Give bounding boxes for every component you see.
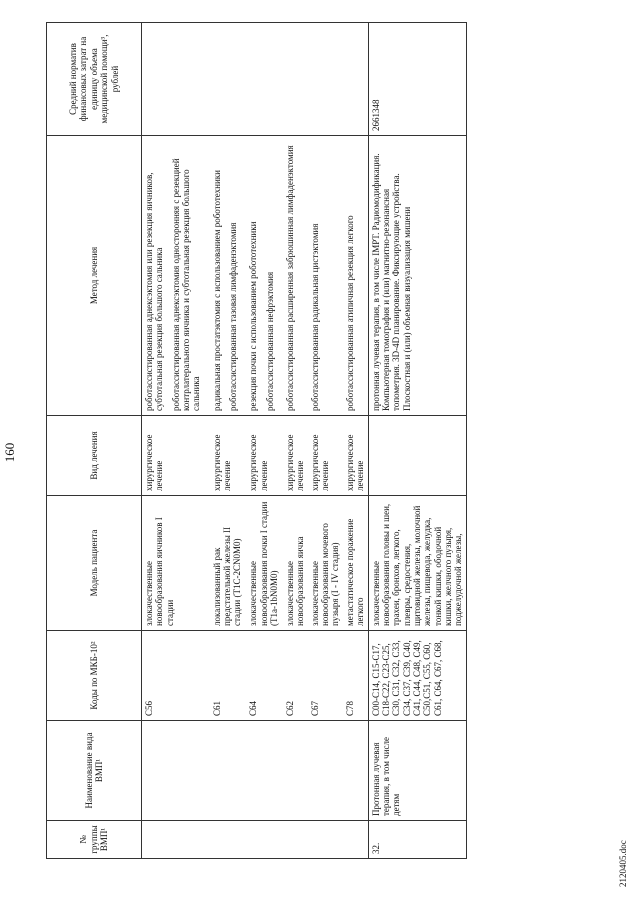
cell-model: злокачественные новообразования почки I стадии (T1a-1bN0M0) bbox=[246, 496, 283, 631]
table-body bbox=[142, 23, 467, 859]
cell-model: злокачественные новообразования яичка bbox=[283, 496, 308, 631]
cell-name bbox=[210, 721, 247, 821]
method-item: роботассистированная аднексэктомия или резекция яичников, субтотальная резекция большого сальника bbox=[144, 172, 165, 411]
cell-group: 32. bbox=[368, 821, 466, 859]
cell-cost bbox=[210, 23, 247, 136]
vmp-table bbox=[46, 22, 467, 859]
header-method: Метод лечения bbox=[47, 136, 142, 416]
cell-codes: C61 bbox=[210, 631, 247, 721]
cell-codes: C00-C14, C15-C17, C18-C22, C23-C25, C30, C31, C32, C33, C34, C37, C39, C40, C41, C44, C48, C49, C50,C51, C55, C60, C61, C64, C67, C68, bbox=[368, 631, 466, 721]
cell-model: метастатическое поражение легкого bbox=[343, 496, 368, 631]
cell-cost bbox=[246, 23, 283, 136]
header-group: № группы ВМП¹ bbox=[47, 821, 142, 859]
table-row bbox=[308, 23, 343, 859]
header-name: Наименование вида ВМП¹ bbox=[47, 721, 142, 821]
method-item: резекция почки с использованием робототехники bbox=[248, 221, 259, 411]
footer-filename: 2120405.doc bbox=[618, 840, 628, 887]
cell-codes: C64 bbox=[246, 631, 283, 721]
cell-name: Протонная лучевая терапия, в том числе детям bbox=[368, 721, 466, 821]
cell-model: локализованный рак предстательной железы II стадии (T1C-2CN0M0) bbox=[210, 496, 247, 631]
header-model: Модель пациента bbox=[47, 496, 142, 631]
table-row bbox=[142, 23, 210, 859]
cell-name bbox=[142, 721, 210, 821]
cell-method bbox=[283, 136, 308, 416]
method-item: роботассистированная радикальная цистэктомия bbox=[309, 223, 320, 411]
cell-method bbox=[210, 136, 247, 416]
header-treatment-type: Вид лечения bbox=[47, 416, 142, 496]
method-item: роботассистированная атипичная резекция легкого bbox=[344, 215, 355, 411]
cell-group bbox=[210, 821, 247, 859]
cell-codes: C78 bbox=[343, 631, 368, 721]
cell-treatment-type: хирургическое лечение bbox=[308, 416, 343, 496]
cell-group bbox=[308, 821, 343, 859]
method-item: роботассистированная аднексэктомия односторонняя с резекцией контрлатерального яичника и субтотальная резекция большого сальника bbox=[170, 158, 202, 411]
cell-name bbox=[246, 721, 283, 821]
table-row bbox=[343, 23, 368, 859]
cell-name bbox=[308, 721, 343, 821]
table-header-row bbox=[47, 23, 142, 859]
cell-treatment-type: хирургическое лечение bbox=[210, 416, 247, 496]
cell-treatment-type: хирургическое лечение bbox=[142, 416, 210, 496]
method-item: протонная лучевая терапия, в том числе IMPT. Радиомодификация. Компьютерная томография и (или) магнитно-резонансная топометрия. 3D-4D планирование. Фиксирующие устройства. Плоскостная и (или) объемная визуализация мишени bbox=[370, 153, 412, 411]
cell-method bbox=[246, 136, 283, 416]
cell-treatment-type: хирургическое лечение bbox=[283, 416, 308, 496]
table-row bbox=[210, 23, 247, 859]
cell-method bbox=[368, 136, 466, 416]
cell-model: злокачественные новообразования головы и шеи, трахеи, бронхов, легкого, плевры, средостения, щитовидной железы, молочной железы, пищевода, желудка, тонкой кишки, ободочной кишки, желчного пузыря, поджелудочной железы, bbox=[368, 496, 466, 631]
table-row bbox=[368, 23, 466, 859]
cell-group bbox=[343, 821, 368, 859]
cell-group bbox=[246, 821, 283, 859]
header-codes: Коды по МКБ-10² bbox=[47, 631, 142, 721]
cell-cost: 2661348 bbox=[368, 23, 466, 136]
cell-name bbox=[343, 721, 368, 821]
method-item: роботассистированная расширенная забрюшинная лимфаденэктомия bbox=[285, 145, 296, 411]
method-item: роботассистированная тазовая лимфаденэктомия bbox=[228, 222, 239, 411]
method-item: радикальная простатэктомия с использованием робототехники bbox=[211, 170, 222, 411]
cell-codes: C56 bbox=[142, 631, 210, 721]
cell-model: злокачественные новообразования яичников I стадии bbox=[142, 496, 210, 631]
cell-cost bbox=[343, 23, 368, 136]
cell-name bbox=[283, 721, 308, 821]
cell-treatment-type: хирургическое лечение bbox=[246, 416, 283, 496]
cell-cost bbox=[308, 23, 343, 136]
cell-codes: C62 bbox=[283, 631, 308, 721]
header-cost: Средний норматив финансовых затрат на единицу объема медицинской помощи³, рублей bbox=[47, 23, 142, 136]
cell-group bbox=[142, 821, 210, 859]
cell-method bbox=[142, 136, 210, 416]
method-item: роботассистированная нефрэктомия bbox=[264, 271, 275, 411]
cell-model: злокачественные новообразования мочевого пузыря (I - IV стадия) bbox=[308, 496, 343, 631]
table-row bbox=[283, 23, 308, 859]
cell-group bbox=[283, 821, 308, 859]
cell-treatment-type bbox=[368, 416, 466, 496]
page-number: 160 bbox=[2, 442, 17, 463]
cell-cost bbox=[283, 23, 308, 136]
cell-method bbox=[343, 136, 368, 416]
cell-method bbox=[308, 136, 343, 416]
cell-treatment-type: хирургическое лечение bbox=[343, 416, 368, 496]
table-row bbox=[246, 23, 283, 859]
cell-codes: C67 bbox=[308, 631, 343, 721]
cell-cost bbox=[142, 23, 210, 136]
